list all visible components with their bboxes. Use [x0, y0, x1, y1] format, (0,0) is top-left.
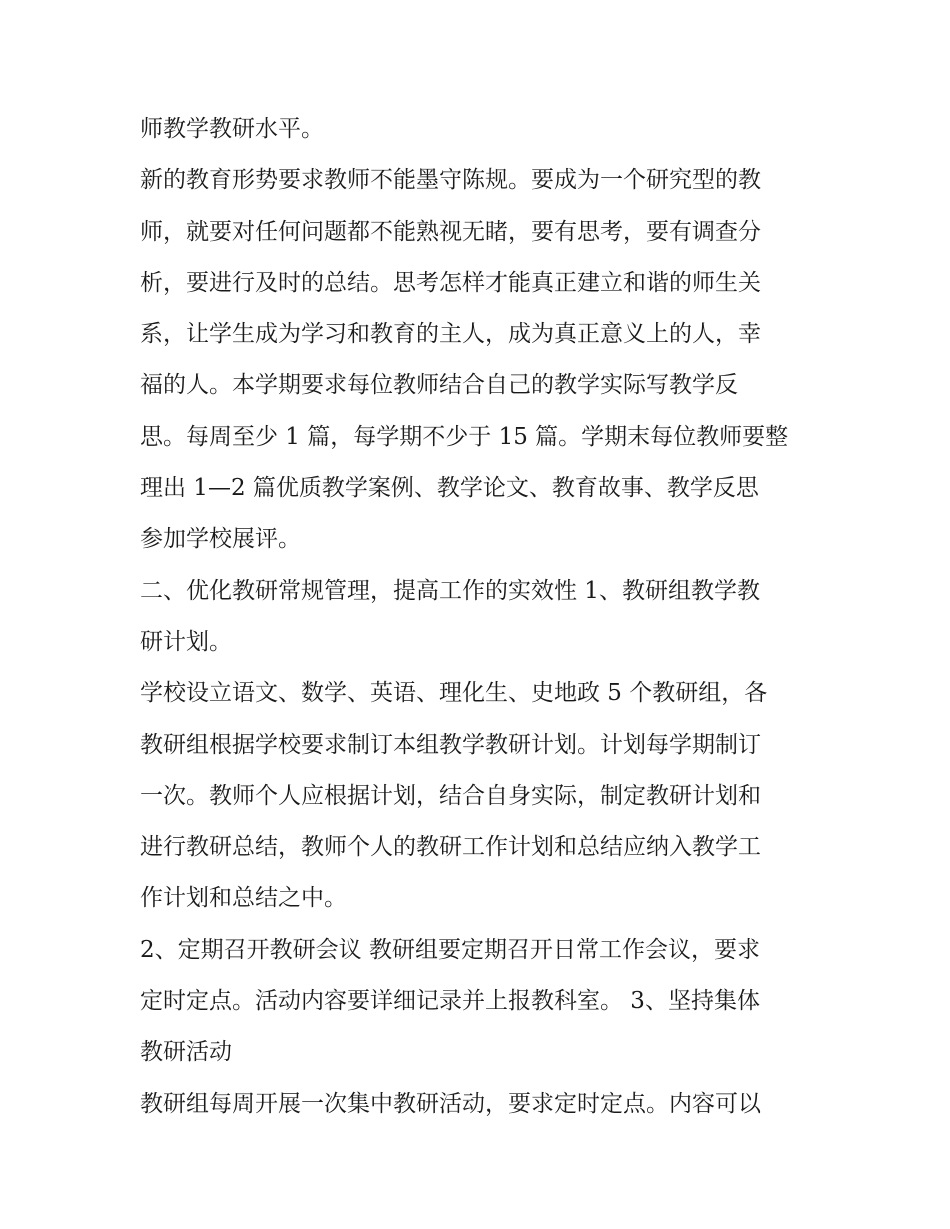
- text-line: 定时定点。活动内容要详细记录并上报教科室。 3、坚持集体: [140, 988, 760, 1015]
- text-line: 析，要进行及时的总结。思考怎样才能真正建立和谐的师生关: [140, 269, 761, 296]
- text-line: 思。每周至少 1 篇，每学期不少于 15 篇。学期末每位教师要整: [140, 423, 789, 450]
- text-line: 师教学教研水平。: [140, 116, 324, 142]
- text-line: 理出 1—2 篇优质教学案例、教学论文、教育故事、教学反思: [140, 475, 759, 502]
- document-body: [140, 104, 820, 1130]
- section-heading-line: 研计划。: [140, 628, 232, 655]
- text-line: 参加学校展评。: [140, 526, 301, 553]
- text-line: 2、定期召开教研会议 教研组要定期召开日常工作会议，要求: [140, 936, 760, 963]
- text-line: 教研活动: [140, 1039, 232, 1066]
- text-line: 福的人。本学期要求每位教师结合自己的教学实际写教学反: [140, 372, 738, 399]
- text-line: 作计划和总结之中。: [140, 885, 347, 912]
- text-line: 师，就要对任何问题都不能熟视无睹，要有思考，要有调查分: [140, 218, 761, 245]
- text-line: 系，让学生成为学习和教育的主人，成为真正意义上的人，幸: [140, 321, 761, 348]
- text-line: 一次。教师个人应根据计划，结合自身实际，制定教研计划和: [140, 782, 761, 809]
- text-line: 学校设立语文、数学、英语、理化生、史地政 5 个教研组，各: [140, 680, 768, 707]
- text-line: 教研组每周开展一次集中教研活动，要求定时定点。内容可以: [140, 1090, 761, 1117]
- section-heading-line: 二、优化教研常规管理，提高工作的实效性 1、教研组教学教: [140, 577, 760, 604]
- text-line: 进行教研总结，教师个人的教研工作计划和总结应纳入教学工: [140, 834, 761, 861]
- text-line: 教研组根据学校要求制订本组教学教研计划。计划每学期制订: [140, 731, 761, 758]
- text-line: 新的教育形势要求教师不能墨守陈规。要成为一个研究型的教: [140, 167, 761, 194]
